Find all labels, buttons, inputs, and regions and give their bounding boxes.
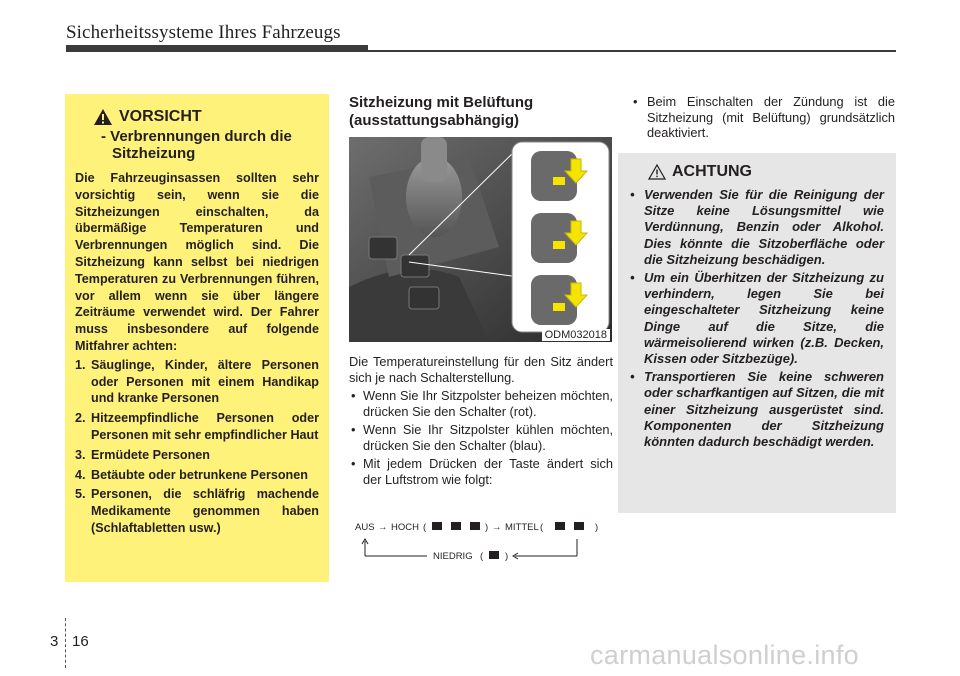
level-3-icon bbox=[432, 522, 480, 530]
ignition-note: • Beim Einschalten der Zündung ist die Sitzheizung (mit Belüftung) grundsätzlich deaktiviert. bbox=[633, 94, 895, 140]
header-rule bbox=[66, 50, 896, 52]
caution-box bbox=[65, 94, 329, 582]
flow-aus: AUS bbox=[355, 522, 375, 533]
level-2-icon bbox=[555, 522, 584, 530]
flow-arrow: → bbox=[492, 522, 502, 533]
warning-outline-icon bbox=[648, 164, 666, 180]
list-item: • Verwenden Sie für die Reinigung der Sitze keine Lösungsmittel wie Verdünnung, Benzin oder Alkohol. Dies könnte die Sitzoberfläche oder die Sitzheizung beschädigen. bbox=[630, 187, 884, 267]
list-item-text: Säuglinge, Kinder, ältere Personen oder Personen mit einem Handikap und kranke Personen bbox=[91, 357, 319, 406]
caution-intro: Die Fahrzeuginsassen sollten sehr vorsichtig sein, wenn sie die Sitzheizungen einschalten, da übermäßige Temperaturen und Verbrennungen möglich sind. Die Sitzheizung kann selbst bei niedrigen Temperaturen zu Verbrennungen führen, vor allem wenn sie über längere Zeiträume verwendet wird. Der Fahrer muss insbesondere auf folgende Mitfahrer achten: bbox=[75, 171, 319, 353]
console-illustration bbox=[349, 137, 612, 342]
airflow-sequence-diagram bbox=[355, 519, 615, 567]
list-item bbox=[75, 357, 319, 407]
list-item-text: Ermüdete Personen bbox=[91, 447, 210, 462]
list-item-number: 3. bbox=[75, 447, 86, 462]
flow-hoch: HOCH bbox=[391, 522, 419, 533]
list-item-text: Verwenden Sie für die Reinigung der Sitze keine Lösungsmittel wie Verdünnung, Benzin oder Alkohol. Dies könnte die Sitzoberfläche oder die Sitzheizung beschädigen. bbox=[644, 187, 884, 267]
flow-arrow: → bbox=[378, 522, 388, 533]
list-item-number: 5. bbox=[75, 487, 86, 502]
watermark: carmanualsonline.info bbox=[590, 640, 859, 670]
list-item bbox=[75, 486, 319, 536]
list-item-text: Wenn Sie Ihr Sitzpolster kühlen möchten, drücken Sie den Schalter (blau). bbox=[363, 422, 613, 453]
seat-switch-photo bbox=[349, 137, 612, 342]
svg-text:): ) bbox=[595, 522, 599, 533]
ignition-note-text: Beim Einschalten der Zündung ist die Sitzheizung (mit Belüftung) grundsätzlich deaktiviert. bbox=[647, 94, 895, 140]
list-item-number: 1. bbox=[75, 357, 86, 372]
svg-text:(: ( bbox=[423, 522, 427, 533]
middle-text bbox=[349, 354, 613, 490]
notice-title: ACHTUNG bbox=[672, 163, 752, 180]
caution-subtitle: - Verbrennungen durch die Sitzheizung bbox=[101, 128, 292, 162]
list-item: • Wenn Sie Ihr Sitzpolster kühlen möchten, drücken Sie den Schalter (blau). bbox=[351, 422, 613, 453]
notice-header bbox=[648, 163, 884, 181]
svg-text:): ) bbox=[485, 522, 489, 533]
section-heading: Sitzheizung mit Belüftung (ausstattungsabhängig) bbox=[349, 94, 534, 129]
list-item-text: Mit jedem Drücken der Taste ändert sich der Luftstrom wie folgt: bbox=[363, 456, 613, 487]
list-item: • Transportieren Sie keine schweren oder scharfkantigen auf Sitzen, die mit einer Sitzheizung ausgerüstet sind. Komponenten der Sitzheizung könnten dadurch beschädigt werden. bbox=[630, 369, 884, 450]
list-item-number: 4. bbox=[75, 467, 86, 482]
list-item-text: Wenn Sie Ihr Sitzpolster beheizen möchten, drücken Sie den Schalter (rot). bbox=[363, 388, 613, 419]
caution-title: VORSICHT bbox=[119, 108, 202, 125]
warning-triangle-icon bbox=[93, 108, 113, 126]
list-item-text: Personen, die schläfrig machende Medikamente genommen haben (Schlaftabletten usw.) bbox=[91, 487, 319, 535]
svg-text:): ) bbox=[505, 551, 509, 562]
middle-intro: Die Temperatureinstellung für den Sitz ändert sich je nach Schalterstellung. bbox=[349, 354, 613, 385]
list-item-text: Transportieren Sie keine schweren oder scharfkantigen auf Sitzen, die mit einer Sitzheizung ausgerüstet sind. Komponenten der Sitzheizung könnten dadurch beschädigt werden. bbox=[644, 369, 884, 450]
flow-niedrig: NIEDRIG bbox=[433, 551, 473, 562]
list-item-text: Betäubte oder betrunkene Personen bbox=[91, 467, 308, 482]
page-number: 16 bbox=[72, 633, 89, 650]
list-item-text: Hitzeempfindliche Personen oder Personen mit sehr empfindlicher Haut bbox=[91, 411, 319, 442]
level-1-icon bbox=[489, 551, 499, 559]
list-item bbox=[75, 410, 319, 444]
caution-list bbox=[75, 357, 319, 537]
svg-text:(: ( bbox=[540, 522, 544, 533]
page-header-title: Sicherheitssysteme Ihres Fahrzeugs bbox=[66, 22, 341, 43]
list-item: • Um ein Überhitzen der Sitzheizung zu verhindern, legen Sie bei eingeschalteter Sitzheizung keine Dinge auf die Sitze, die wärmeisolierend wirken (z.B. Decken, Kissen oder Sitzbezüge). bbox=[630, 270, 884, 367]
notice-box bbox=[618, 153, 896, 513]
flow-mittel: MITTEL bbox=[505, 522, 539, 533]
caution-header bbox=[93, 108, 319, 126]
list-item: • Mit jedem Drücken der Taste ändert sich der Luftstrom wie folgt: bbox=[351, 456, 613, 487]
svg-text:(: ( bbox=[480, 551, 484, 562]
middle-bullets bbox=[349, 388, 613, 488]
notice-list bbox=[630, 187, 884, 450]
figure-code: ODM032018 bbox=[542, 329, 610, 341]
list-item bbox=[75, 467, 319, 484]
list-item: • Wenn Sie Ihr Sitzpolster beheizen möchten, drücken Sie den Schalter (rot). bbox=[351, 388, 613, 419]
list-item-text: Um ein Überhitzen der Sitzheizung zu verhindern, legen Sie bei eingeschalteter Sitzheizung keine Dinge auf die Sitze, die wärmeisolierend wirken (z.B. Decken, Kissen oder Sitzbezüge). bbox=[644, 270, 884, 367]
list-item-number: 2. bbox=[75, 411, 86, 426]
chapter-number: 3 bbox=[50, 633, 59, 650]
list-item bbox=[75, 447, 319, 464]
page-divider bbox=[65, 618, 66, 668]
